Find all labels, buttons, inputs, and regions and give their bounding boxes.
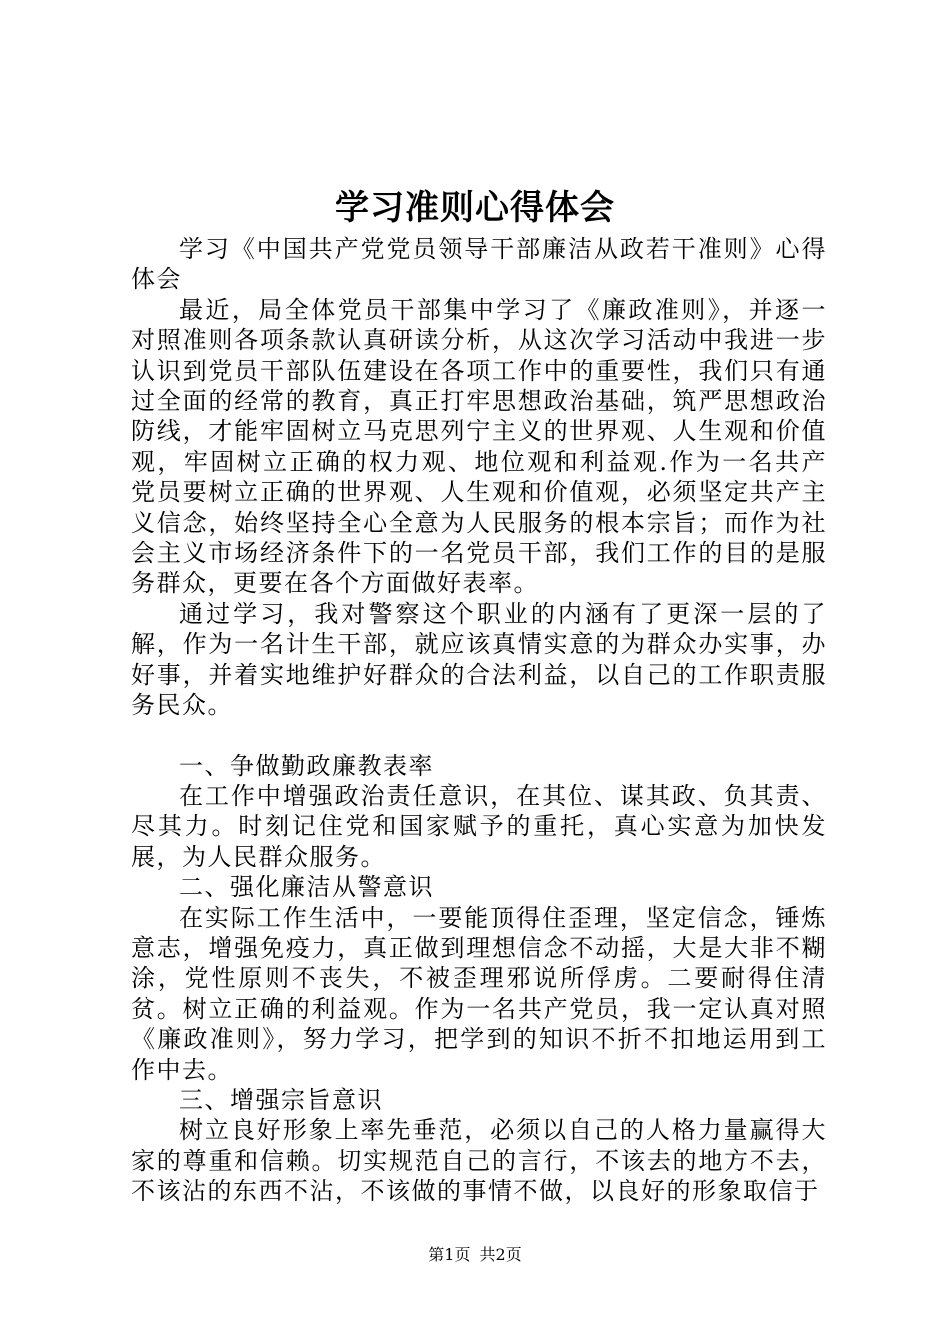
section-heading-3: 三、增强宗旨意识 [179, 1085, 383, 1114]
paragraph-subtitle: 学习《中国共产党党员领导干部廉洁从政若干准则》心得体会 [131, 235, 827, 294]
paragraph-section-1: 在工作中增强政治责任意识，在其位、谋其政、负其责、尽其力。时刻记住党和国家赋予的重托，真心实意为加快发展，为人民群众服务。 [131, 781, 827, 871]
paragraph-intro: 最近，局全体党员干部集中学习了《廉政准则》，并逐一对照准则各项条款认真研读分析，从这次学习活动中我进一步认识到党员干部队伍建设在各项工作中的重要性，我们只有通过全面的经常的教育，真正打牢思想政治基础，筑严思想政治防线，才能牢固树立马克思列宁主义的世界观、人生观和价值观，牢固树立正确的权力观、地位观和利益观.作为一名共产党员要树立正确的世界观、人生观和价值观，必须坚定共产主义信念，始终坚持全心全意为人民服务的根本宗旨；而作为社会主义市场经济条件下的一名党员干部，我们工作的目的是服务群众，更要在各个方面做好表率。 [131, 295, 827, 598]
section-heading-1: 一、争做勤政廉教表率 [179, 751, 434, 780]
paragraph-learning: 通过学习，我对警察这个职业的内涵有了更深一层的了解，作为一名计生干部，就应该真情实意的为群众办实事，办好事，并着实地维护好群众的合法利益，以自己的工作职责服务民众。 [131, 599, 827, 720]
paragraph-section-2: 在实际工作生活中，一要能顶得住歪理，坚定信念，锤炼意志，增强免疫力，真正做到理想信念不动摇，大是大非不糊涂，党性原则不丧失，不被歪理邪说所俘虏。二要耐得住清贫。树立正确的利益观。作为一名共产党员，我一定认真对照《廉政准则》，努力学习，把学到的知识不折不扣地运用到工作中去。 [131, 903, 827, 1084]
section-heading-2: 二、强化廉洁从警意识 [179, 873, 434, 902]
document-body [131, 234, 827, 1207]
document-title: 学习准则心得体会 [335, 188, 615, 228]
paragraph-section-3: 树立良好形象上率先垂范，必须以自己的人格力量赢得大家的尊重和信赖。切实规范自己的言行，不该去的地方不去，不该沾的东西不沾，不该做的事情不做，以良好的形象取信于 [131, 1116, 827, 1206]
page-number-footer: 第1页 共2页 [428, 1245, 522, 1264]
